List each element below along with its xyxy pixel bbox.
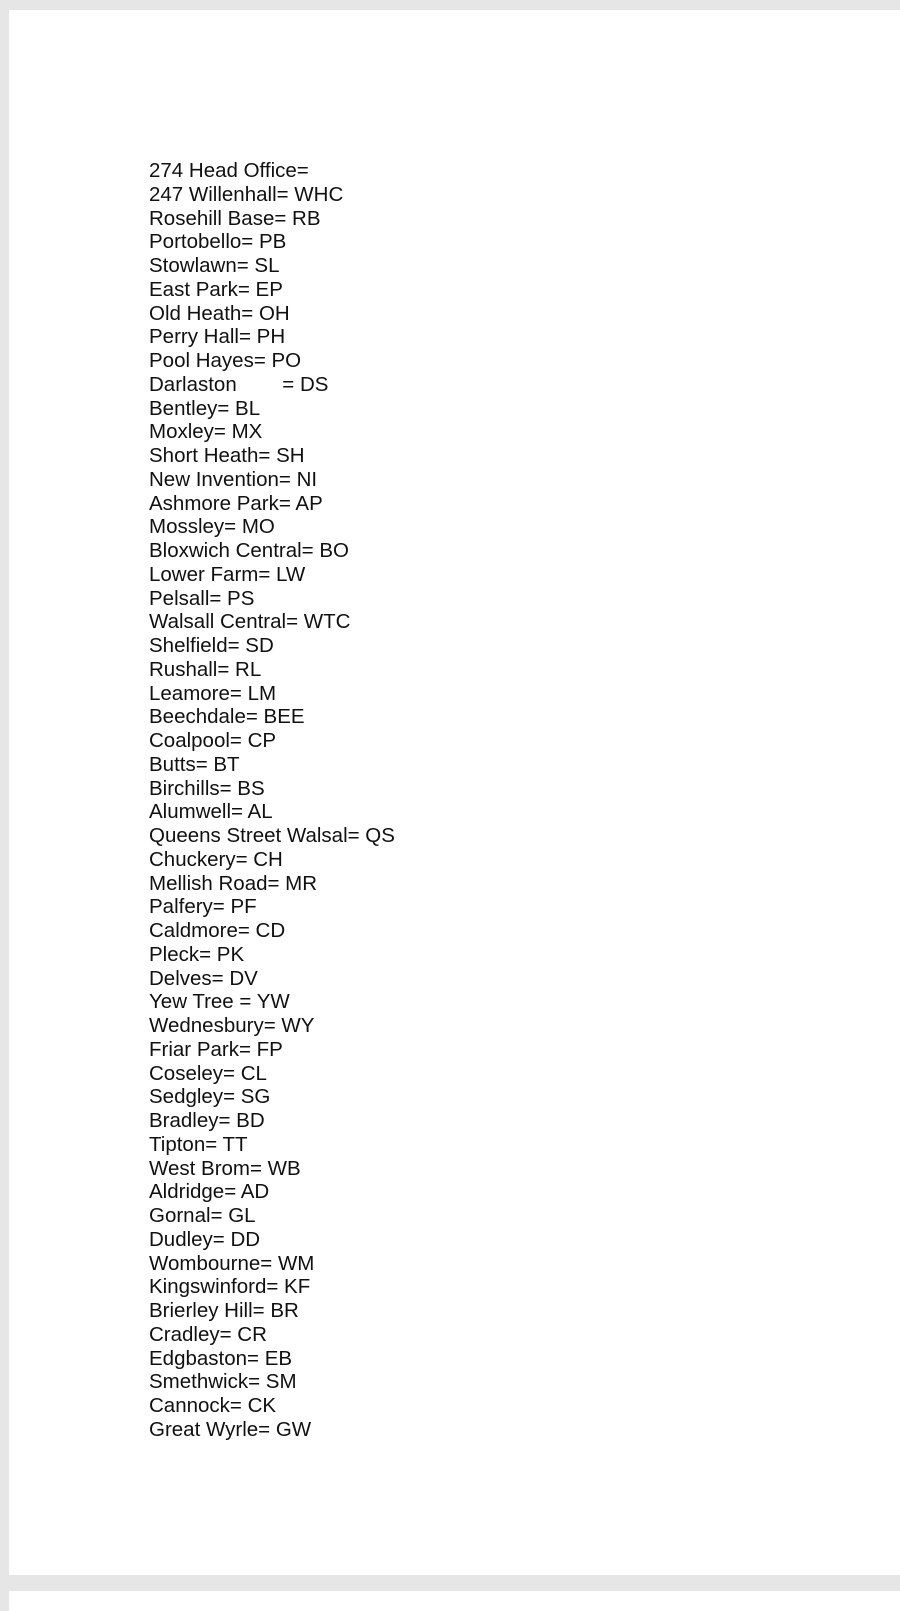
list-item: Darlaston = DS [149, 372, 329, 396]
list-item: Wombourne= WM [149, 1251, 315, 1275]
list-item: Perry Hall= PH [149, 325, 286, 349]
list-item: Old Heath= OH [149, 301, 290, 325]
list-item: Beechdale= BEE [149, 705, 305, 729]
list-item: Bloxwich Central= BO [149, 539, 349, 562]
list-item: Wednesbury= WY [149, 1014, 315, 1037]
list-item: Moxley= MX [149, 420, 263, 444]
list-item: Chuckery= CH [149, 847, 283, 871]
list-item: New Invention= NI [149, 467, 318, 491]
list-item: Portobello= PB [149, 230, 287, 254]
list-item: Sedgley= SG [149, 1085, 271, 1109]
list-item: Shelfield= SD [149, 634, 274, 657]
list-item: Stowlawn= SL [149, 254, 280, 277]
list-item: Edgbaston= EB [149, 1346, 293, 1370]
list-item: Aldridge= AD [149, 1180, 270, 1204]
list-item: Lower Farm= LW [149, 562, 306, 586]
list-item: Short Heath= SH [149, 444, 305, 467]
list-item: Pleck= PK [149, 942, 245, 966]
list-item: Delves= DV [149, 966, 258, 990]
list-item: Brierley Hill= BR [149, 1299, 299, 1322]
list-item: Tipton= TT [149, 1132, 248, 1156]
list-item: Dudley= DD [149, 1227, 261, 1251]
next-document-page [9, 1591, 900, 1611]
list-item: Ashmore Park= AP [149, 491, 323, 515]
list-item: Rushall= RL [149, 657, 262, 681]
document-page [9, 10, 900, 1575]
list-item: Mellish Road= MR [149, 871, 318, 895]
list-item: Great Wyrle= GW [149, 1417, 312, 1441]
list-item: Birchills= BS [149, 776, 265, 800]
list-item: Cradley= CR [149, 1322, 267, 1346]
list-item: Pelsall= PS [149, 586, 255, 610]
list-item: 274 Head Office= [149, 159, 309, 182]
list-item: Pool Hayes= PO [149, 349, 302, 372]
list-item: Caldmore= CD [149, 919, 286, 942]
list-item: Leamore= LM [149, 681, 277, 705]
list-item: Alumwell= AL [149, 800, 273, 824]
list-item: Mossley= MO [149, 515, 275, 539]
list-item: Coalpool= CP [149, 729, 277, 752]
list-item: Rosehill Base= RB [149, 206, 321, 230]
list-item: Gornal= GL [149, 1204, 256, 1227]
location-code-list [149, 159, 395, 1442]
list-item: Palfery= PF [149, 895, 257, 919]
list-item: East Park= EP [149, 277, 283, 301]
list-item: Smethwick= SM [149, 1370, 297, 1394]
list-item: Coseley= CL [149, 1061, 267, 1085]
list-item: Kingswinford= KF [149, 1275, 311, 1299]
list-item: Bentley= BL [149, 396, 261, 420]
list-item: Bradley= BD [149, 1109, 265, 1132]
list-item: 247 Willenhall= WHC [149, 182, 344, 206]
list-item: Queens Street Walsal= QS [149, 824, 395, 847]
list-item: Butts= BT [149, 752, 240, 776]
list-item: West Brom= WB [149, 1156, 301, 1180]
list-item: Cannock= CK [149, 1394, 277, 1417]
list-item: Yew Tree = YW [149, 990, 290, 1014]
list-item: Walsall Central= WTC [149, 610, 351, 634]
list-item: Friar Park= FP [149, 1037, 283, 1061]
